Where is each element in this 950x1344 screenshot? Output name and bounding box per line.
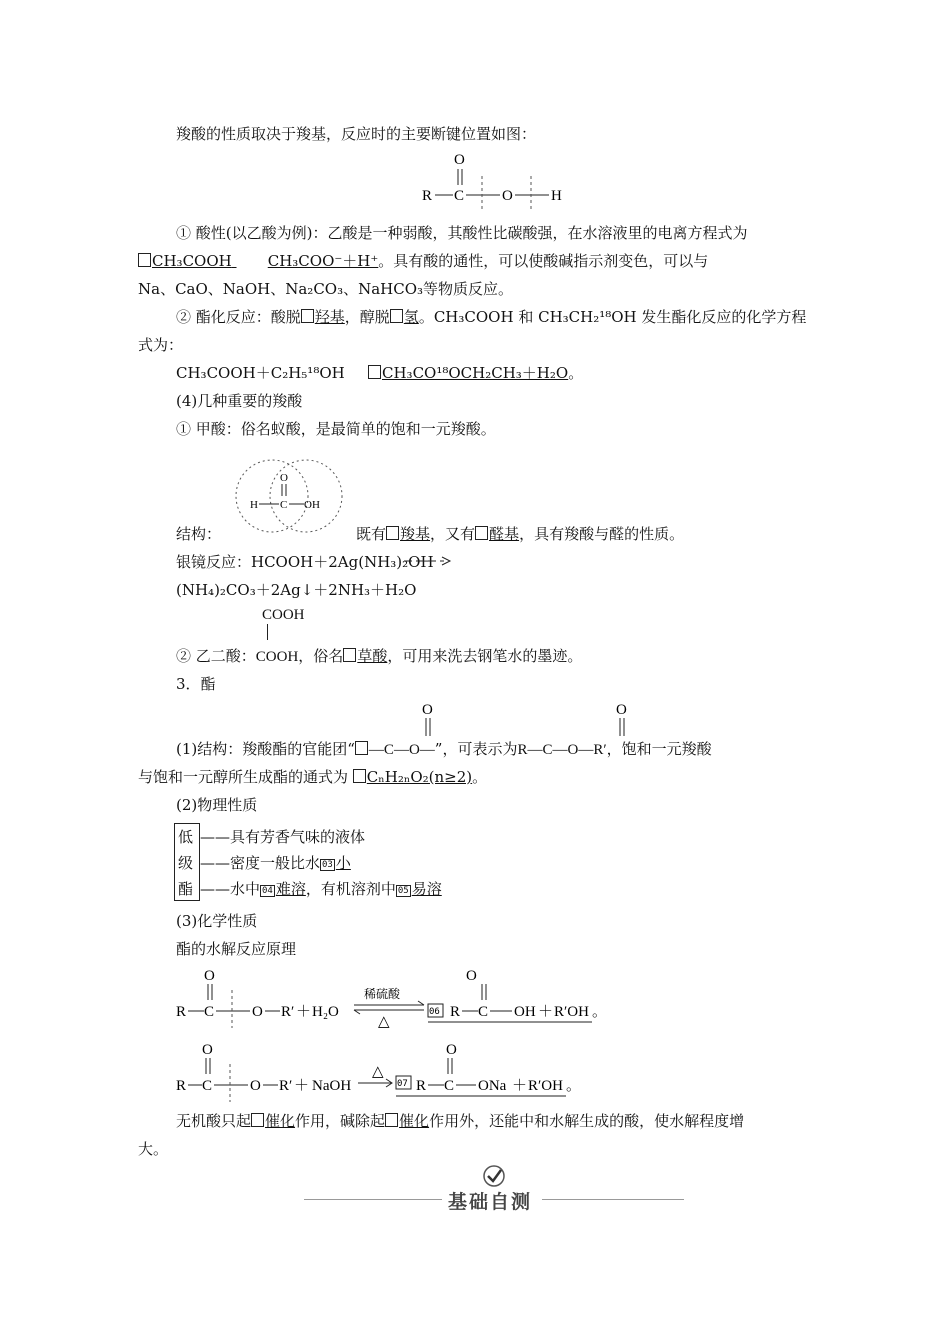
ester-heading: 3．酯 (176, 675, 216, 693)
oxalic-line (176, 645, 582, 666)
ester-formula-line (138, 766, 487, 787)
oxalic-bond (267, 624, 268, 640)
period: 。 (472, 768, 488, 786)
catalyst-line-2: 大。 (138, 1140, 169, 1158)
answer-box (385, 1113, 398, 1127)
phys-char-1: 低 (178, 828, 194, 846)
svg-text:＋: ＋ (512, 1078, 528, 1094)
svg-text:OH: OH (514, 1004, 536, 1020)
svg-text:△: △ (378, 1014, 390, 1028)
oxalic-text-b: ，俗名 (298, 647, 344, 665)
ester-general: R—C—O—R′ (517, 742, 607, 758)
answer-oxalic: 草酸 (357, 647, 388, 665)
mol-o-mid: O (502, 188, 513, 204)
esterification-line (176, 306, 806, 327)
svg-text:O: O (252, 1004, 263, 1020)
ester-structure-text-a: (1)结构：羧酸酯的官能团“ (176, 740, 355, 758)
formic-acid-structure (228, 456, 348, 536)
oxalic-text-a: ② 乙二酸： (176, 647, 256, 665)
ester-general-o (614, 700, 634, 740)
svg-text:C: C (204, 1004, 215, 1020)
mol-o-top: O (454, 152, 465, 168)
svg-text:△: △ (372, 1064, 384, 1080)
chem-heading: (3)化学性质 (176, 912, 258, 930)
esterification-text-a: ② 酯化反应：酸脱 (176, 308, 301, 326)
esterification-eq-right-wrap (368, 362, 583, 383)
svg-text:C: C (444, 1078, 455, 1094)
esterification-eq-left: CH₃COOH＋C₂H₅¹⁸OH (176, 364, 345, 382)
svg-text:R′: R′ (279, 1078, 293, 1094)
ester-structure-text-b: ”，可表示为 (434, 740, 518, 758)
answer-catalyst-1: 催化 (265, 1112, 296, 1130)
ester-formula-text: 与饱和一元醇所生成酯的通式为 (138, 768, 349, 786)
phys-heading: (2)物理性质 (176, 796, 258, 814)
mol-r: R (422, 188, 433, 204)
svg-text:R′: R′ (281, 1004, 295, 1020)
svg-text:＋: ＋ (538, 1004, 554, 1020)
phys-char-2: 级 (178, 854, 194, 872)
answer-box (251, 1113, 264, 1127)
base-hydrolysis-equation (172, 1036, 612, 1102)
svg-text:H₂O: H₂O (312, 1004, 339, 1020)
formic-h: H (250, 499, 258, 511)
svg-text:C: C (478, 1004, 489, 1020)
svg-text:O: O (204, 968, 215, 984)
svg-text:＋: ＋ (294, 1078, 310, 1094)
structure-label: 结构： (176, 525, 222, 543)
answer-box (138, 253, 151, 267)
answer-number-04: 04 (262, 886, 273, 896)
catalyst-text-c: 作用外，还能中和水解生成的酸，使水解程度增 (429, 1112, 745, 1130)
catalyst-line (176, 1110, 744, 1131)
answer-aldehyde: 醛基 (489, 525, 520, 543)
mol-h: H (551, 188, 562, 204)
important-acids-heading: (4)几种重要的羧酸 (176, 392, 303, 410)
ester-structure-line (176, 738, 712, 759)
silver-mirror-line (176, 551, 434, 572)
answer-box (368, 365, 381, 379)
structure-text-b: ，又有 (430, 525, 476, 543)
footer-rule-right (542, 1199, 684, 1200)
mol-c: C (454, 188, 465, 204)
answer-box (475, 526, 488, 540)
answer-number-05: 05 (397, 886, 409, 896)
svg-text:R′OH: R′OH (528, 1078, 563, 1094)
svg-text:NaOH: NaOH (312, 1078, 352, 1094)
svg-text:R: R (176, 1078, 187, 1094)
hydrolysis-heading: 酯的水解反应原理 (176, 940, 297, 958)
phys-line-3 (200, 878, 442, 899)
formic-oh: OH (304, 499, 320, 511)
svg-text:R′OH: R′OH (554, 1004, 589, 1020)
svg-text:07: 07 (397, 1079, 408, 1089)
answer-number-03: 03 (322, 860, 333, 870)
formic-o: O (280, 472, 288, 484)
acid-para-1c: Na、CaO、NaOH、Na₂CO₃、NaHCO₃等物质反应。 (138, 280, 514, 298)
check-icon (481, 1164, 507, 1188)
svg-text:C: C (202, 1078, 213, 1094)
answer-box (355, 741, 368, 755)
answer-hydrogen: 氢 (403, 308, 419, 326)
phys-line-3-text-b: ，有机溶剂中 (305, 880, 396, 898)
answer-hydroxyl: 羟基 (314, 308, 345, 326)
svg-text:＋: ＋ (296, 1004, 312, 1020)
reversible-gap (232, 252, 268, 270)
formic-c: C (280, 499, 288, 511)
ester-group-o (420, 700, 440, 740)
answer-catalyst-2: 催化 (399, 1112, 430, 1130)
svg-text:O: O (446, 1042, 457, 1058)
answer-small: 小 (335, 854, 351, 872)
acid-para-1b (138, 250, 708, 271)
ester-general-formula: CₙH₂ₙO₂(n≥2) (366, 768, 473, 786)
phys-line-3-text-a: ——水中 (200, 880, 261, 898)
answer-carboxyl: 羧基 (400, 525, 431, 543)
phys-line-1: ——具有芳香气味的液体 (200, 828, 366, 846)
svg-text:稀硫酸: 稀硫酸 (364, 987, 401, 1001)
catalyst-text-b: 作用，碱除起 (295, 1112, 386, 1130)
footer-rule-left (304, 1199, 442, 1200)
answer-insoluble: 难溶 (275, 880, 306, 898)
svg-text:06: 06 (429, 1007, 440, 1017)
ester-group: —C—O— (368, 742, 435, 758)
svg-text:R: R (416, 1078, 427, 1094)
ester-structure-text-c: ，饱和一元羧酸 (606, 740, 712, 758)
ionization-right: CH₃COO⁻＋H⁺ (267, 252, 379, 270)
esterification-text-c: 。CH₃COOH 和 CH₃CH₂¹⁸OH 发生酯化反应的化学方程 (418, 308, 807, 326)
acid-hydrolysis-equation (172, 962, 612, 1028)
silver-mirror-text: 银镜反应：HCOOH＋2Ag(NH₃)₂OH (176, 553, 434, 571)
silver-mirror-products: (NH₄)₂CO₃＋2Ag↓＋2NH₃＋H₂O (176, 581, 417, 599)
period: 。 (568, 364, 584, 382)
oxalic-cooh-top: COOH (262, 607, 305, 623)
svg-text:O: O (616, 702, 627, 718)
oxalic-cooh-bottom: COOH (255, 649, 299, 665)
phys-line-2 (200, 852, 351, 873)
svg-text:O: O (250, 1078, 261, 1094)
esterification-text-b: ，醇脱 (344, 308, 390, 326)
phys-line-2-text: ——密度一般比水 (200, 854, 321, 872)
svg-text:R: R (450, 1004, 461, 1020)
answer-box (353, 769, 366, 783)
answer-soluble: 易溶 (411, 880, 442, 898)
phys-char-3: 酯 (178, 880, 194, 898)
svg-text:。: 。 (566, 1078, 582, 1094)
intro-text: 羧酸的性质取决于羧基，反应时的主要断键位置如图： (176, 125, 537, 143)
formic-acid-line: ① 甲酸：俗名蚁酸，是最简单的饱和一元羧酸。 (176, 420, 496, 438)
oxalic-text-c: ，可用来洗去钢笔水的墨迹。 (387, 647, 583, 665)
svg-text:O: O (202, 1042, 213, 1058)
structure-line (356, 523, 684, 544)
structure-text-a: 既有 (356, 525, 387, 543)
answer-box (390, 309, 403, 323)
ionization-left: CH₃COOH (152, 252, 232, 270)
esterification-line-2: 式为： (138, 336, 184, 354)
svg-text:ONa: ONa (478, 1078, 507, 1094)
acid-para-1b-rest: 。具有酸的通性，可以使酸碱指示剂变色，可以与 (378, 252, 709, 270)
acid-para-1a: ① 酸性(以乙酸为例)：乙酸是一种弱酸，其酸性比碳酸强，在水溶液里的电离方程式为 (176, 224, 748, 242)
answer-box (386, 526, 399, 540)
svg-text:O: O (422, 702, 433, 718)
answer-box (343, 648, 356, 662)
answer-box (301, 309, 314, 323)
structure-text-c: ，具有羧酸与醛的性质。 (519, 525, 685, 543)
carboxyl-cleavage-diagram (418, 148, 578, 210)
footer-title: 基础自测 (448, 1191, 533, 1213)
esterification-eq-right: CH₃CO¹⁸OCH₂CH₃＋H₂O (382, 364, 569, 382)
svg-text:O: O (466, 968, 477, 984)
catalyst-text-a: 无机酸只起 (176, 1112, 252, 1130)
svg-text:R: R (176, 1004, 187, 1020)
dashed-arrow (402, 556, 452, 566)
svg-text:。: 。 (592, 1004, 608, 1020)
